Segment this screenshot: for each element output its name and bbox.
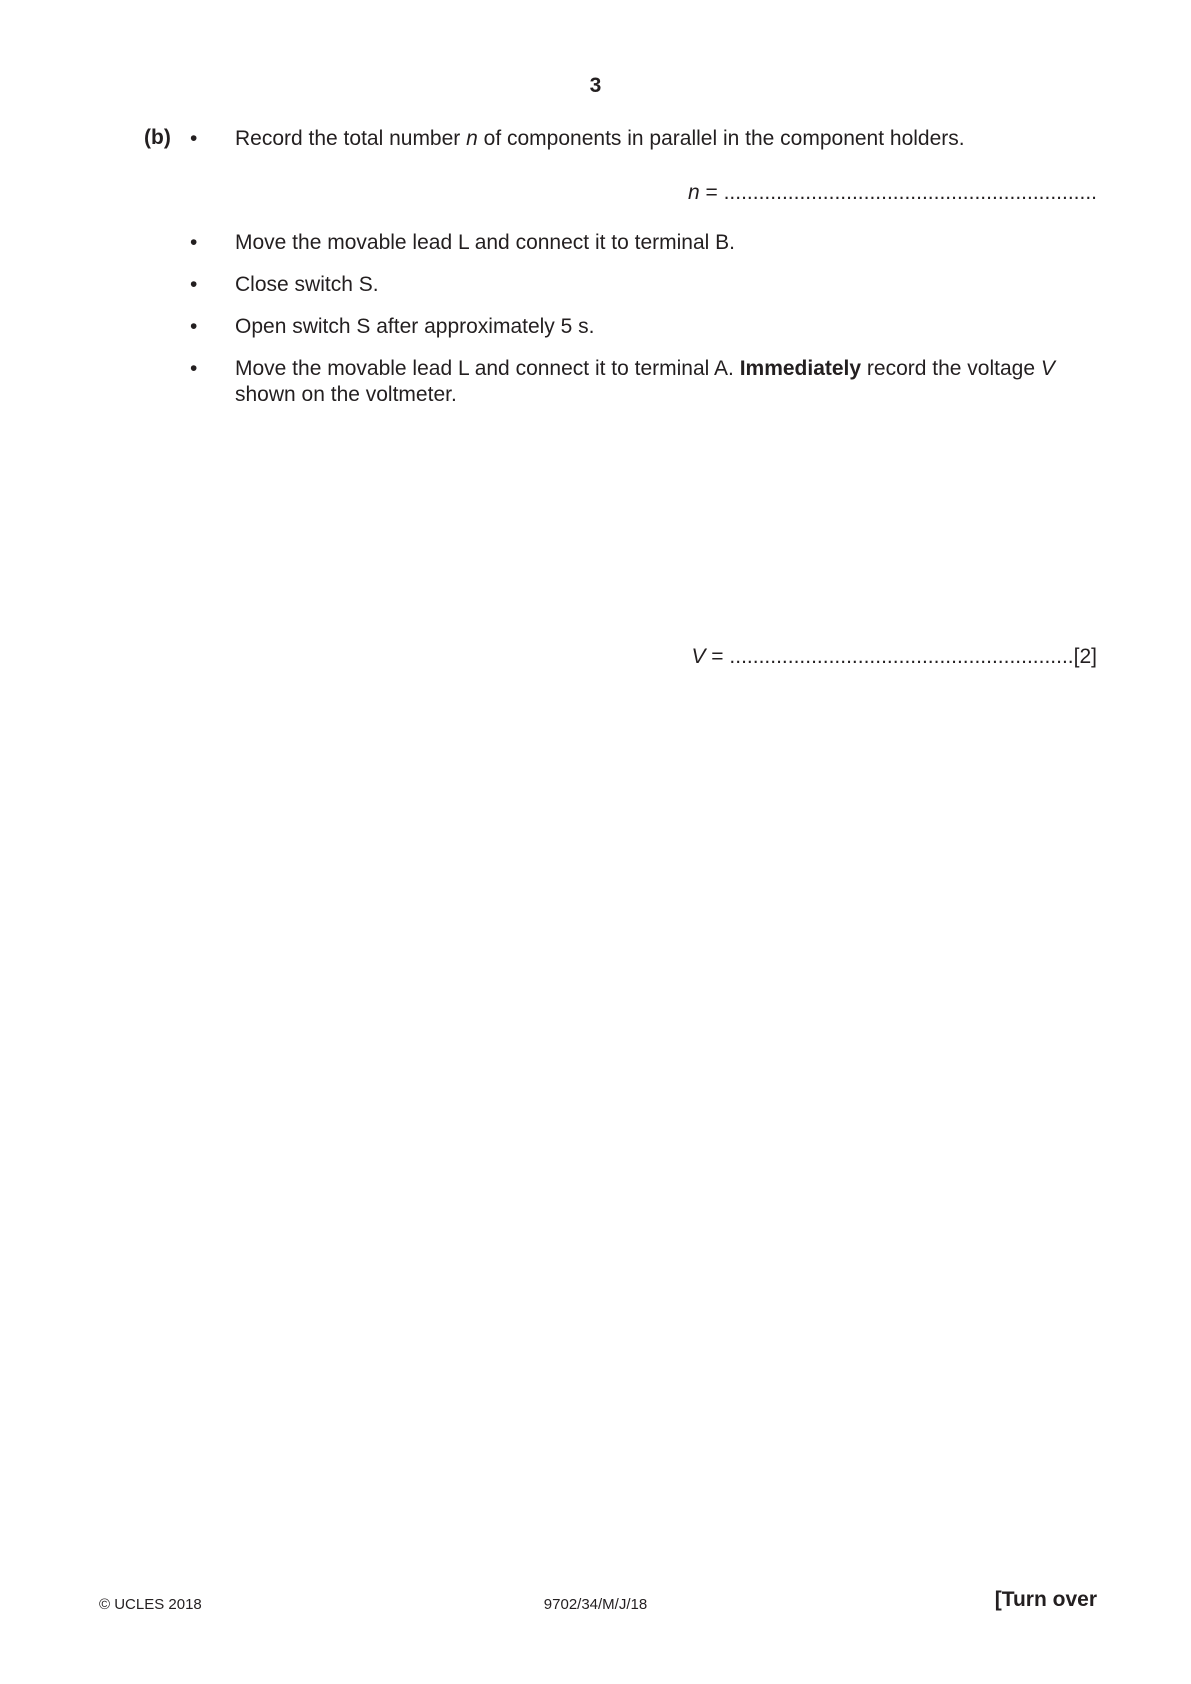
variable-v: V	[1040, 357, 1055, 380]
answer-dots-v: ...........................................................	[729, 645, 1074, 668]
step-4-text: Open switch S after approximately 5 s.	[235, 315, 595, 338]
marks-label: [2]	[1073, 645, 1097, 668]
step-2-text: Move the movable lead L and connect it to terminal B.	[235, 231, 736, 254]
bullet-icon: •	[190, 315, 198, 338]
answer-variable-v: V	[691, 645, 706, 668]
answer-line-v[interactable]: V = ...........................................................[2]	[691, 645, 1097, 668]
footer-paper-code: 9702/34/M/J/18	[543, 1596, 648, 1613]
answer-dots-n: ................................................................	[723, 181, 1097, 204]
step-3-text: Close switch S.	[235, 273, 379, 296]
answer-variable-n: n	[687, 181, 700, 204]
page-number: 3	[589, 74, 602, 97]
footer-copyright: © UCLES 2018	[99, 1596, 202, 1613]
emphasis-immediately: Immediately	[739, 357, 862, 380]
variable-n: n	[466, 127, 478, 150]
step-5-text: Move the movable lead L and connect it to terminal A. Immediately record the voltage V shown on the voltmeter.	[235, 357, 1055, 406]
part-label: (b)	[144, 126, 171, 149]
bullet-icon: •	[190, 127, 198, 150]
answer-line-n[interactable]: n = ................................................................	[687, 181, 1097, 204]
bullet-icon: •	[190, 273, 198, 296]
bullet-icon: •	[190, 231, 198, 254]
footer-turn-over: [Turn over	[994, 1588, 1097, 1611]
step-1-text: Record the total number n of components in parallel in the component holders.	[235, 127, 965, 150]
bullet-icon: •	[190, 357, 198, 380]
